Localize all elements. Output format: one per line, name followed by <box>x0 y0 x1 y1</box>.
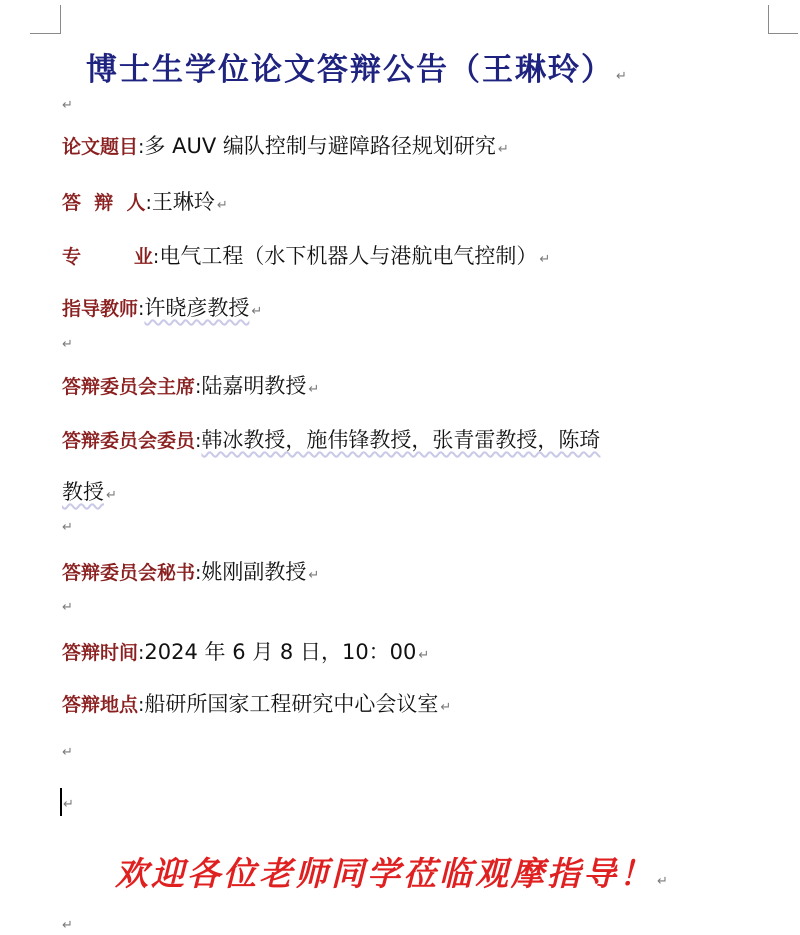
page-corner-mark <box>60 5 61 34</box>
paragraph-mark-icon: ↵ <box>616 69 627 84</box>
field-value: 多 AUV 编队控制与避障路径规划研究 <box>144 134 496 158</box>
page-corner-mark <box>30 33 60 34</box>
field-colon: : <box>138 298 145 320</box>
welcome-text: 欢迎各位老师同学莅临观摩指导！ <box>115 854 655 893</box>
field-defendant[interactable] <box>62 186 228 216</box>
paragraph-mark-icon: ↵ <box>251 304 263 319</box>
field-colon: : <box>138 694 145 716</box>
field-committee-secretary[interactable] <box>62 556 319 586</box>
field-value: 电气工程（水下机器人与港航电气控制） <box>159 244 538 268</box>
paragraph-mark-icon: ↵ <box>497 142 509 157</box>
field-value: 船研所国家工程研究中心会议室 <box>144 692 439 716</box>
field-value: 王琳玲 <box>151 190 215 214</box>
page-corner-mark <box>768 5 769 34</box>
paragraph-mark-icon: ↵ <box>62 98 73 113</box>
field-colon: : <box>195 562 202 584</box>
field-colon: : <box>152 246 160 268</box>
field-value: 陆嘉明教授 <box>201 374 307 398</box>
field-colon: : <box>138 136 145 158</box>
paragraph-mark-icon: ↵ <box>308 382 320 397</box>
paragraph-mark-icon: ↵ <box>106 488 117 503</box>
field-defense-location[interactable] <box>62 688 451 718</box>
field-label: 答辩委员会秘书 <box>62 562 196 584</box>
paragraph-mark-icon: ↵ <box>63 797 74 812</box>
field-value: 韩冰教授，施伟锋教授，张青雷教授，陈琦 <box>201 428 601 452</box>
page-corner-mark <box>768 33 798 34</box>
field-value: 2024 年 6 月 8 日，10：00 <box>144 640 417 664</box>
paragraph-mark-icon: ↵ <box>62 600 73 615</box>
field-advisor[interactable] <box>62 292 262 322</box>
field-colon: : <box>195 430 202 452</box>
field-label: 答辩时间 <box>62 642 139 664</box>
field-defense-time[interactable] <box>62 636 429 666</box>
paragraph-mark-icon: ↵ <box>62 520 73 535</box>
paragraph-mark-icon: ↵ <box>216 198 228 213</box>
field-label: 答辩委员会主席 <box>62 376 196 398</box>
welcome-banner[interactable] <box>115 848 668 895</box>
paragraph-mark-icon: ↵ <box>62 337 73 352</box>
text-cursor <box>60 788 62 816</box>
field-value: 教授 <box>62 480 104 504</box>
field-colon: : <box>145 192 152 214</box>
field-colon: : <box>138 642 145 664</box>
field-label: 答辩委员会委员 <box>62 430 196 452</box>
field-label: 答辩地点 <box>62 694 139 716</box>
field-committee-members-continued[interactable] <box>62 476 117 506</box>
paragraph-mark-icon: ↵ <box>539 252 551 267</box>
field-major[interactable] <box>62 240 550 270</box>
field-label: 论文题目 <box>62 136 139 158</box>
field-committee-members[interactable] <box>62 424 600 454</box>
field-label: 指导教师 <box>62 298 139 320</box>
paragraph-mark-icon: ↵ <box>62 918 73 933</box>
paragraph-mark-icon: ↵ <box>418 648 430 663</box>
field-label: 答 辩 人 <box>62 192 146 214</box>
field-colon: : <box>195 376 202 398</box>
field-label: 专 业 <box>62 246 153 268</box>
title-text: 博士生学位论文答辩公告（王琳玲） <box>86 52 614 88</box>
paragraph-mark-icon: ↵ <box>657 874 668 889</box>
paragraph-mark-icon: ↵ <box>308 568 320 583</box>
paragraph-mark-icon: ↵ <box>440 700 452 715</box>
field-value: 许晓彦教授 <box>144 296 250 320</box>
document-title[interactable] <box>86 44 627 89</box>
paragraph-mark-icon: ↵ <box>62 745 73 760</box>
field-committee-chair[interactable] <box>62 370 319 400</box>
field-thesis-title[interactable] <box>62 130 509 160</box>
field-value: 姚刚副教授 <box>201 560 307 584</box>
